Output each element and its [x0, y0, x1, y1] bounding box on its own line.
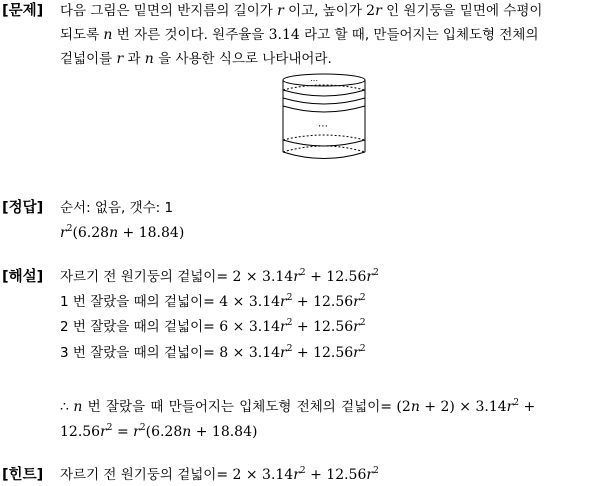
sliced-cylinder-figure: [280, 72, 370, 164]
slice-curve: [283, 140, 365, 146]
solution-line: 자르기 전 원기둥의 겉넓이= $2 \times 3.14r^2 + 12.56r^2$: [60, 268, 379, 285]
problem-line-3: [60, 50, 332, 68]
answer-meta: [60, 199, 173, 217]
solution-line: 1 번 잘랐을 때의 겉넓이= $4 \times 3.14r^2 + 12.56r^2$: [60, 293, 366, 310]
solution-conclusion: ∴ n 번 잘랐을 때 만들어지는 입체도형 전체의 겉넓이= $(2n + 2) \times 3.14r^2$ +: [60, 398, 536, 415]
slice-curve: [283, 90, 365, 96]
slice-curve: [283, 98, 365, 104]
height-value: 2r: [366, 3, 382, 19]
var-n: n: [103, 27, 113, 43]
problem-text: 되도록: [60, 27, 104, 43]
top-dots-label: ⋯: [310, 76, 318, 85]
problem-text: 이고, 높이가: [283, 3, 367, 19]
var-n: n: [144, 51, 154, 67]
problem-line-2: [60, 26, 539, 44]
cylinder-top-ellipse: [283, 74, 365, 86]
problem-text: 겉넓이를: [60, 51, 117, 67]
hint-line: 자르기 전 원기둥의 겉넓이= $2 \times 3.14r^2 + 12.56r^2$: [60, 466, 379, 483]
var-r: r: [277, 3, 284, 19]
ellipsis-label: ⋯: [318, 121, 328, 132]
var-r: r: [116, 51, 124, 67]
problem-text: 과: [123, 51, 145, 67]
problem-line-1: [60, 2, 542, 20]
answer-label: [정답]: [2, 200, 44, 216]
slice-curve-back: [283, 135, 365, 140]
slice-curve: [283, 106, 365, 112]
hint-label: [힌트]: [2, 467, 44, 483]
cylinder-bottom-back: [283, 146, 365, 152]
solution-label: [해설]: [2, 269, 44, 285]
problem-text: 인 원기둥을 밑면에 수평이: [381, 3, 543, 19]
solution-line: 2 번 잘랐을 때의 겉넓이= $6 \times 3.14r^2 + 12.56r^2$: [60, 318, 366, 335]
problem-label: [문제]: [2, 3, 44, 19]
cylinder-bottom-curve: [283, 152, 365, 159]
problem-text: 을 사용한 식으로 나타내어라.: [153, 51, 332, 67]
problem-text: 다음 그림은 밑면의 반지름의 길이가: [60, 3, 278, 19]
problem-text: 번 자른 것이다. 원주율을: [112, 27, 269, 43]
solution-line: 3 번 잘랐을 때의 겉넓이= $8 \times 3.14r^2 + 12.56r^2$: [60, 344, 366, 361]
solution-conclusion-cont: $12.56r^2 = r^2(6.28n + 18.84)$: [60, 423, 258, 440]
answer-meta-text: 순서: 없음, 갯수: 1: [60, 200, 174, 216]
problem-text: 라고 할 때, 만들어지는 입체도형 전체의: [299, 27, 539, 43]
answer-expression: $r^2(6.28n + 18.84)$: [60, 224, 185, 241]
pi-value: 3.14: [268, 27, 300, 43]
